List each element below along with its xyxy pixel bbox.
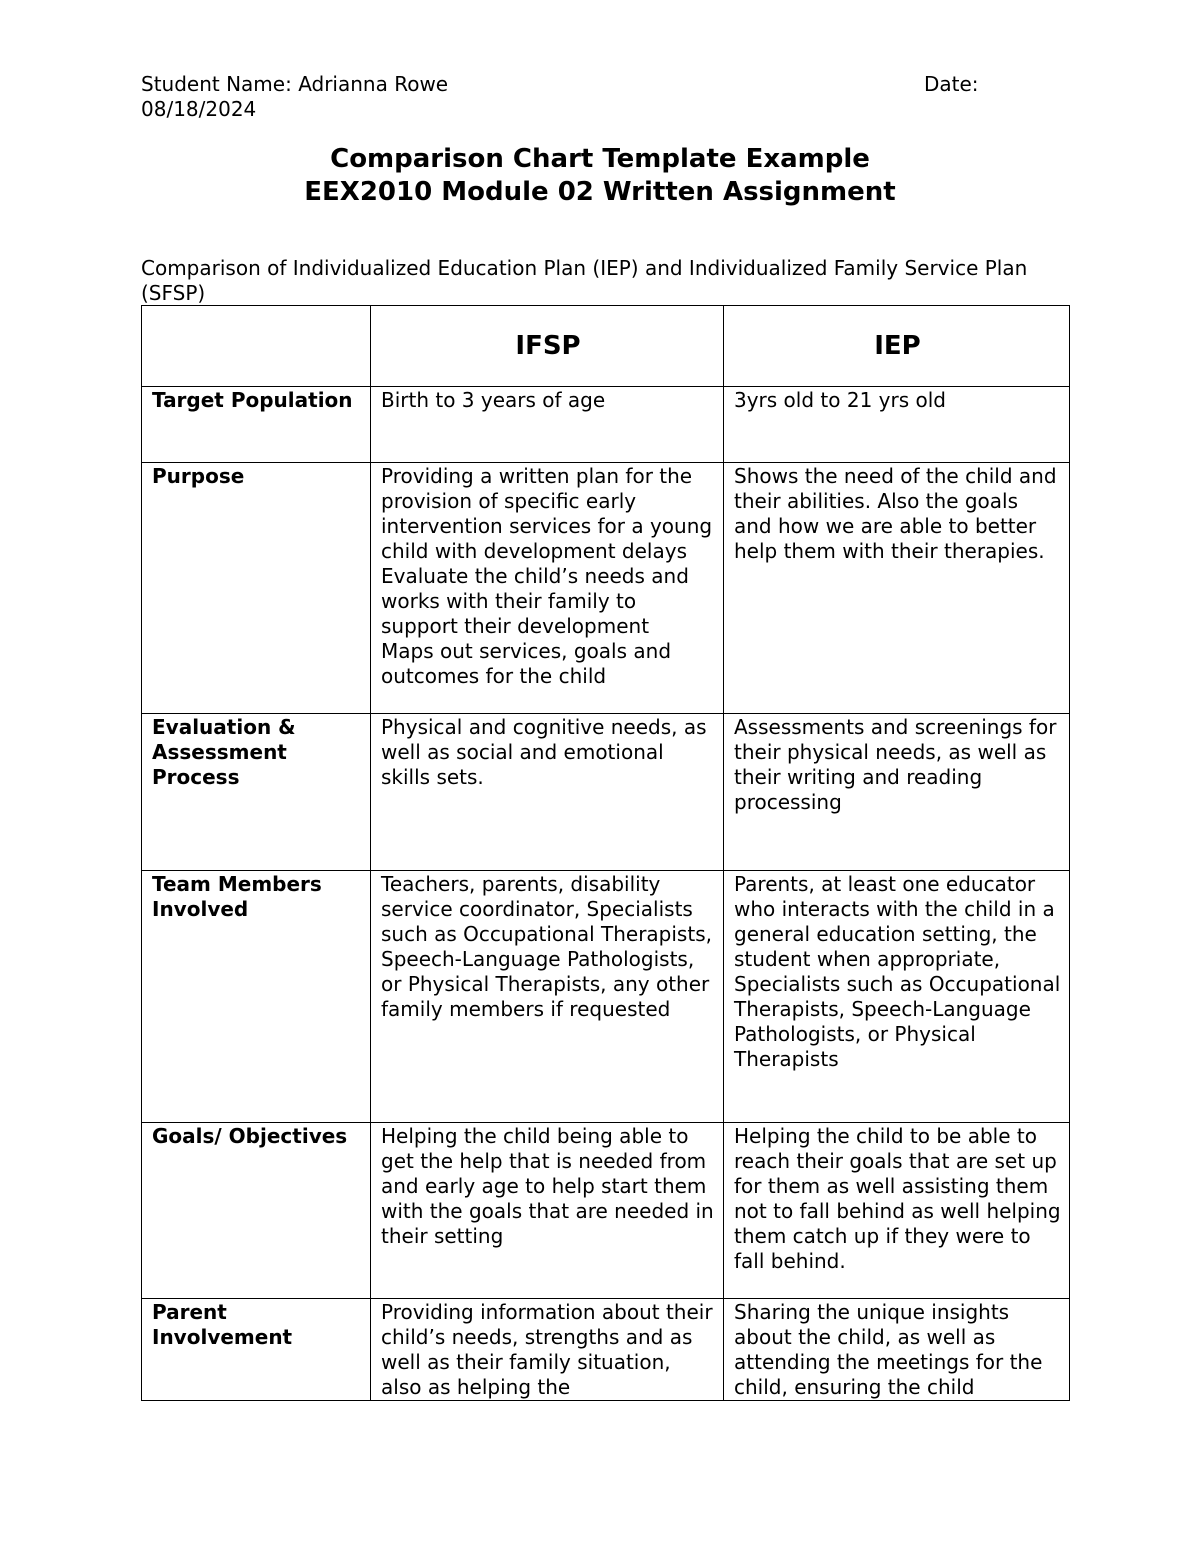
ifsp-cell: Teachers, parents, disability service coordinator, Specialists such as Occupational Therapists, Speech-Language Pathologists, or Physical Therapists, any other family members if requested (371, 871, 724, 1123)
ifsp-cell: Helping the child being able to get the help that is needed from and early age to help start them with the goals that are needed in their setting (371, 1123, 724, 1299)
row-label-purpose: Purpose (142, 463, 371, 714)
row-label-goals: Goals/ Objectives (142, 1123, 371, 1299)
ifsp-cell: Physical and cognitive needs, as well as social and emotional skills sets. (371, 714, 724, 871)
row-label-target-population: Target Population (142, 387, 371, 463)
date-label: Date: (924, 72, 979, 96)
iep-cell: Helping the child to be able to reach their goals that are set up for them as well assisting them not to fall behind as well helping them catch up if they were to fall behind. (724, 1123, 1070, 1299)
document-title (0, 143, 1200, 209)
ifsp-cell: Providing information about their child’s needs, strengths and as well as their family situation, also as helping the (371, 1299, 724, 1401)
iep-cell: Shows the need of the child and their abilities. Also the goals and how we are able to better help them with their therapies. (724, 463, 1070, 714)
iep-cell: Assessments and screenings for their physical needs, as well as their writing and reading processing (724, 714, 1070, 871)
row-label-team-members: Team Members Involved (142, 871, 371, 1123)
title-line-2: EEX2010 Module 02 Written Assignment (304, 177, 896, 207)
table-row (142, 463, 1070, 714)
iep-cell: Sharing the unique insights about the child, as well as attending the meetings for the child, ensuring the child (724, 1299, 1070, 1401)
iep-cell: 3yrs old to 21 yrs old (724, 387, 1070, 463)
date-value: 08/18/2024 (141, 97, 257, 121)
row-label-evaluation: Evaluation & Assessment Process (142, 714, 371, 871)
table-header-row (142, 306, 1070, 387)
ifsp-cell: Birth to 3 years of age (371, 387, 724, 463)
comparison-subtitle: Comparison of Individualized Education Plan (IEP) and Individualized Family Service Plan (SFSP) (141, 256, 1028, 305)
table-row (142, 871, 1070, 1123)
row-label-parent-involvement: Parent Involvement (142, 1299, 371, 1401)
header-cell-ifsp: IFSP (371, 306, 724, 387)
student-name: Student Name: Adrianna Rowe (141, 72, 449, 96)
title-line-1: Comparison Chart Template Example (330, 144, 870, 174)
comparison-table (141, 305, 1070, 1401)
header-cell-iep: IEP (724, 306, 1070, 387)
table-row (142, 1123, 1070, 1299)
iep-cell: Parents, at least one educator who interacts with the child in a general education setting, the student when appropriate, Specialists such as Occupational Therapists, Speech-Language Pathologists, or Physical Therapists (724, 871, 1070, 1123)
table-row (142, 1299, 1070, 1401)
table-row (142, 387, 1070, 463)
table-row (142, 714, 1070, 871)
ifsp-cell: Providing a written plan for the provision of specific early intervention services for a young child with development delays Evaluate the child’s needs and works with their family to support their development Maps out services, goals and outcomes for the child (371, 463, 724, 714)
header-cell-empty (142, 306, 371, 387)
